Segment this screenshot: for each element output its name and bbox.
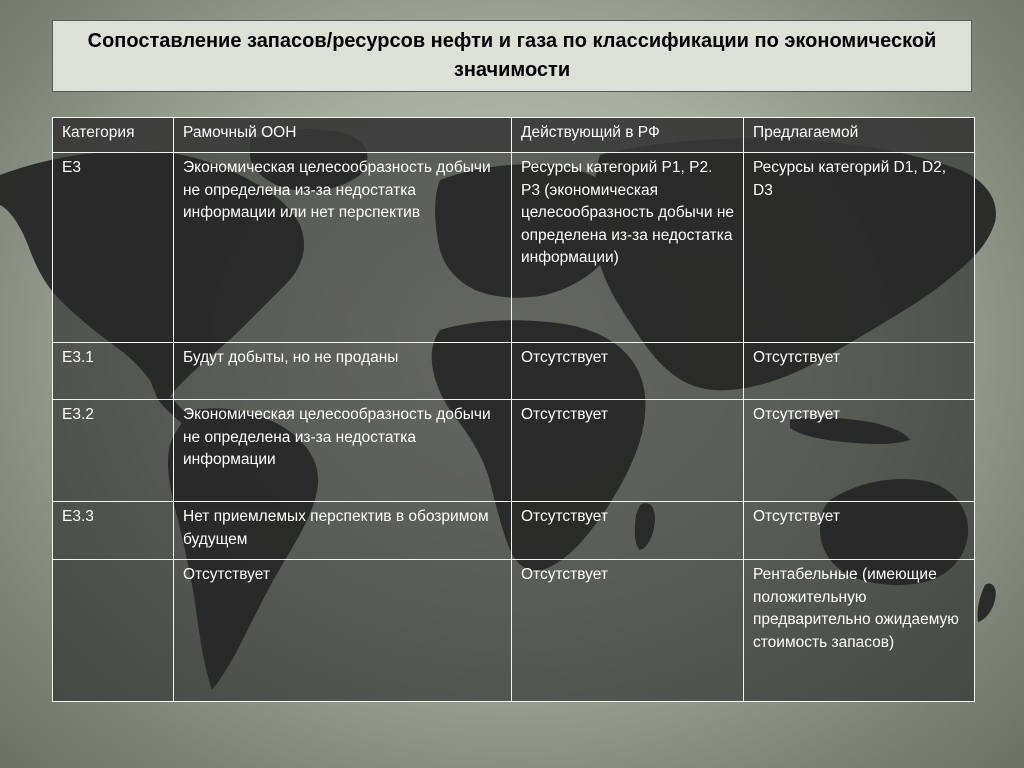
new-zealand-shape	[977, 583, 995, 622]
cell-rf-current: Отсутствует	[512, 343, 744, 400]
table-row	[53, 560, 975, 702]
cell-proposed: Отсутствует	[744, 400, 975, 502]
header-category: Категория	[53, 118, 174, 153]
cell-category: Е3.2	[53, 400, 174, 502]
cell-proposed: Отсутствует	[744, 502, 975, 560]
cell-un-framework: Экономическая целесообразность добычи не определена из-за недостатка информации или нет перспектив	[174, 153, 512, 343]
cell-un-framework: Нет приемлемых перспектив в обозримом будущем	[174, 502, 512, 560]
table-row	[53, 400, 975, 502]
cell-category: Е3.1	[53, 343, 174, 400]
page-title: Сопоставление запасов/ресурсов нефти и газа по классификации по экономической значимости	[87, 30, 937, 81]
cell-rf-current: Отсутствует	[512, 400, 744, 502]
cell-category: Е3	[53, 153, 174, 343]
cell-un-framework: Будут добыты, но не проданы	[174, 343, 512, 400]
cell-rf-current: Ресурсы категорий Р1, Р2. Р3 (экономическая целесообразность добычи не определена из-за недостатка информации)	[512, 153, 744, 343]
title-box	[52, 20, 972, 92]
cell-proposed: Рентабельные (имеющие положительную предварительно ожидаемую стоимость запасов)	[744, 560, 975, 702]
cell-category: Е3.3	[53, 502, 174, 560]
cell-un-framework: Отсутствует	[174, 560, 512, 702]
header-rf-current: Действующий в РФ	[512, 118, 744, 153]
table-row	[53, 502, 975, 560]
cell-un-framework: Экономическая целесообразность добычи не определена из-за недостатка информации	[174, 400, 512, 502]
table-row	[53, 343, 975, 400]
cell-proposed: Ресурсы категорий D1, D2, D3	[744, 153, 975, 343]
cell-rf-current: Отсутствует	[512, 560, 744, 702]
header-un-framework: Рамочный ООН	[174, 118, 512, 153]
header-proposed: Предлагаемой	[744, 118, 975, 153]
cell-proposed: Отсутствует	[744, 343, 975, 400]
cell-rf-current: Отсутствует	[512, 502, 744, 560]
table-row	[53, 153, 975, 343]
cell-category	[53, 560, 174, 702]
table-header-row	[53, 118, 975, 153]
classification-table	[52, 117, 975, 702]
